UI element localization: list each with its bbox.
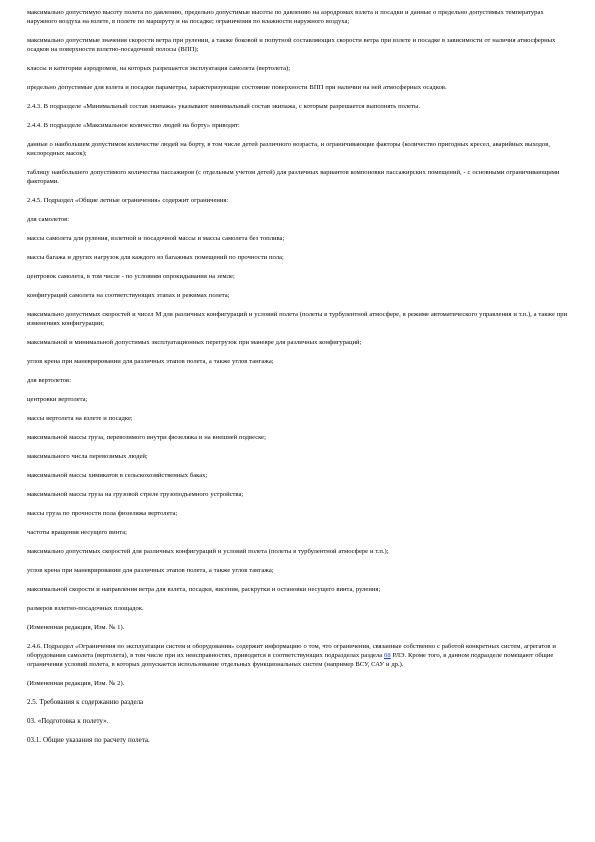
list-item: конфигураций самолета на соответствующих этапах и режимах полета;: [27, 292, 230, 299]
paragraph-2-4-5: 2.4.5. Подраздел «Общие летные ограничения» содержит ограничения:: [27, 197, 229, 204]
list-item: максимального числа перевозимых людей;: [27, 453, 148, 460]
section-heading-2-5: 2.5. Требования к содержанию раздела: [27, 698, 144, 706]
list-item: углов крена при маневрировании для различных этапов полета, а также углов тангажа;: [27, 567, 274, 574]
list-item: углов крена при маневрировании для различных этапов полета, а также углов тангажа;: [27, 358, 274, 365]
list-item: центровок самолета, в том числе - по условиям опрокидывания на земле;: [27, 273, 235, 280]
paragraph-2-4-4: 2.4.4. В подразделе «Максимальное количество людей на борту» приводят:: [27, 122, 240, 129]
list-item: частоты вращения несущего винта;: [27, 529, 127, 536]
paragraph-passenger-table: таблицу наибольшего допустимого количества пассажиров (с отдельным учетом детей) для различных вариантов компоновки пассажирских помещений, - с основными ограничивающими факторами.: [27, 169, 560, 185]
amendment-note: (Измененная редакция, Изм. № 2).: [27, 680, 125, 687]
paragraph-2-4-3: 2.4.3. В подразделе «Минимальный состав экипажа» указывают минимальный состав экипажа, с которым разрешается выполнять полеты.: [27, 103, 421, 110]
list-item: максимально допустимых скоростей для различных конфигураций и условий полета (полеты в турбулентной атмосфере и т.п.);: [27, 548, 389, 555]
paragraph-2-4-6-text-after: РЛЭ. Кроме того, в данном подразделе помещают общие ограничения условий полета, в которых допускается использование отдельных функциональных систем (например ВСУ, САУ и др.).: [27, 652, 554, 668]
paragraph-altitude-limits: максимально допустимую высоту полета по давлению, предельно допустимые высоты по давлению на аэродромах взлета и посадки и данные о предельно допустимых температурах наружного воздуха на взлете, в полете по маршруту и на посадке; ограничения по влажности наружного воздуха;: [27, 9, 544, 25]
list-item: размеров взлетно-посадочных площадок.: [27, 605, 144, 612]
paragraph-runway-surface: предельно допустимые для взлета и посадки параметры, характеризующие состояние поверхности ВПП при наличии на ней атмосферных осадков.: [27, 84, 447, 91]
section-08-link[interactable]: 08: [384, 652, 391, 659]
list-item: максимальной и минимальной допустимых эксплуатационных перегрузок при маневре для различных конфигураций;: [27, 339, 362, 346]
list-item: массы багажа и других нагрузок для каждого из багажных помещений по прочности пола;: [27, 254, 284, 261]
list-item: массы груза по прочности пола фюзеляжа вертолета;: [27, 510, 178, 517]
list-item: максимальной массы химикатов в сельскохозяйственных баках;: [27, 472, 208, 479]
paragraph-for-airplanes: для самолетов:: [27, 216, 70, 223]
paragraph-2-4-6: [27, 642, 572, 669]
list-item: центровки вертолета;: [27, 396, 88, 403]
paragraph-wind-limits: максимально допустимые значения скорости ветра при рулении, а также боковой и попутной составляющих скорости ветра при взлете и посадке в зависимости от наличия атмосферных осадков на поверхности взлетно-посадочной полосы (ВПП);: [27, 37, 556, 53]
list-item: максимальной массы груза на грузовой стреле грузоподъемного устройства;: [27, 491, 244, 498]
list-item: максимально допустимых скоростей и чисел М для различных конфигураций и условий полета (полеты в турбулентной атмосфере, в режиме автоматического управления и т.п.), а также при изменениях конфигурации;: [27, 311, 568, 327]
section-heading-03-1: 03.1. Общие указания по расчету полета.: [27, 736, 150, 744]
paragraph-for-helicopters: для вертолетов:: [27, 377, 71, 384]
paragraph-2-4-6-text-before: 2.4.6. Подраздел «Ограничения по эксплуатации систем и оборудования» содержит информацию о том, что ограничения, связанные собственно с работой конкретных систем, агрегатов и оборудования самолета (вертолета), в том числе при их неисправностях, приводятся в соответствующих подразделах раздела: [27, 643, 556, 659]
paragraph-max-people: данные о наибольшем допустимом количестве людей на борту, в том числе детей различного возраста, и ограничивающие факторы (количество пригодных кресел, аварийных выходов, кислородных масок);: [27, 141, 551, 157]
list-item: максимальной массы груза, перевозимого внутри фюзеляжа и на внешней подвеске;: [27, 434, 266, 441]
document-page: [27, 8, 572, 755]
paragraph-aerodrome-classes: классы и категории аэродромов, на которых разрешается эксплуатация самолета (вертолета);: [27, 65, 291, 72]
list-item: максимальной скорости и направления ветра для взлета, посадки, висения, раскрутки и остановки несущего винта, руления;: [27, 586, 381, 593]
amendment-note: (Измененная редакция, Изм. № 1).: [27, 624, 125, 631]
list-item: массы вертолета на взлете и посадке;: [27, 415, 133, 422]
section-heading-03: 03. «Подготовка к полету».: [27, 717, 109, 725]
list-item: массы самолета для руления, взлетной и посадочной массы и массы самолета без топлива;: [27, 235, 285, 242]
